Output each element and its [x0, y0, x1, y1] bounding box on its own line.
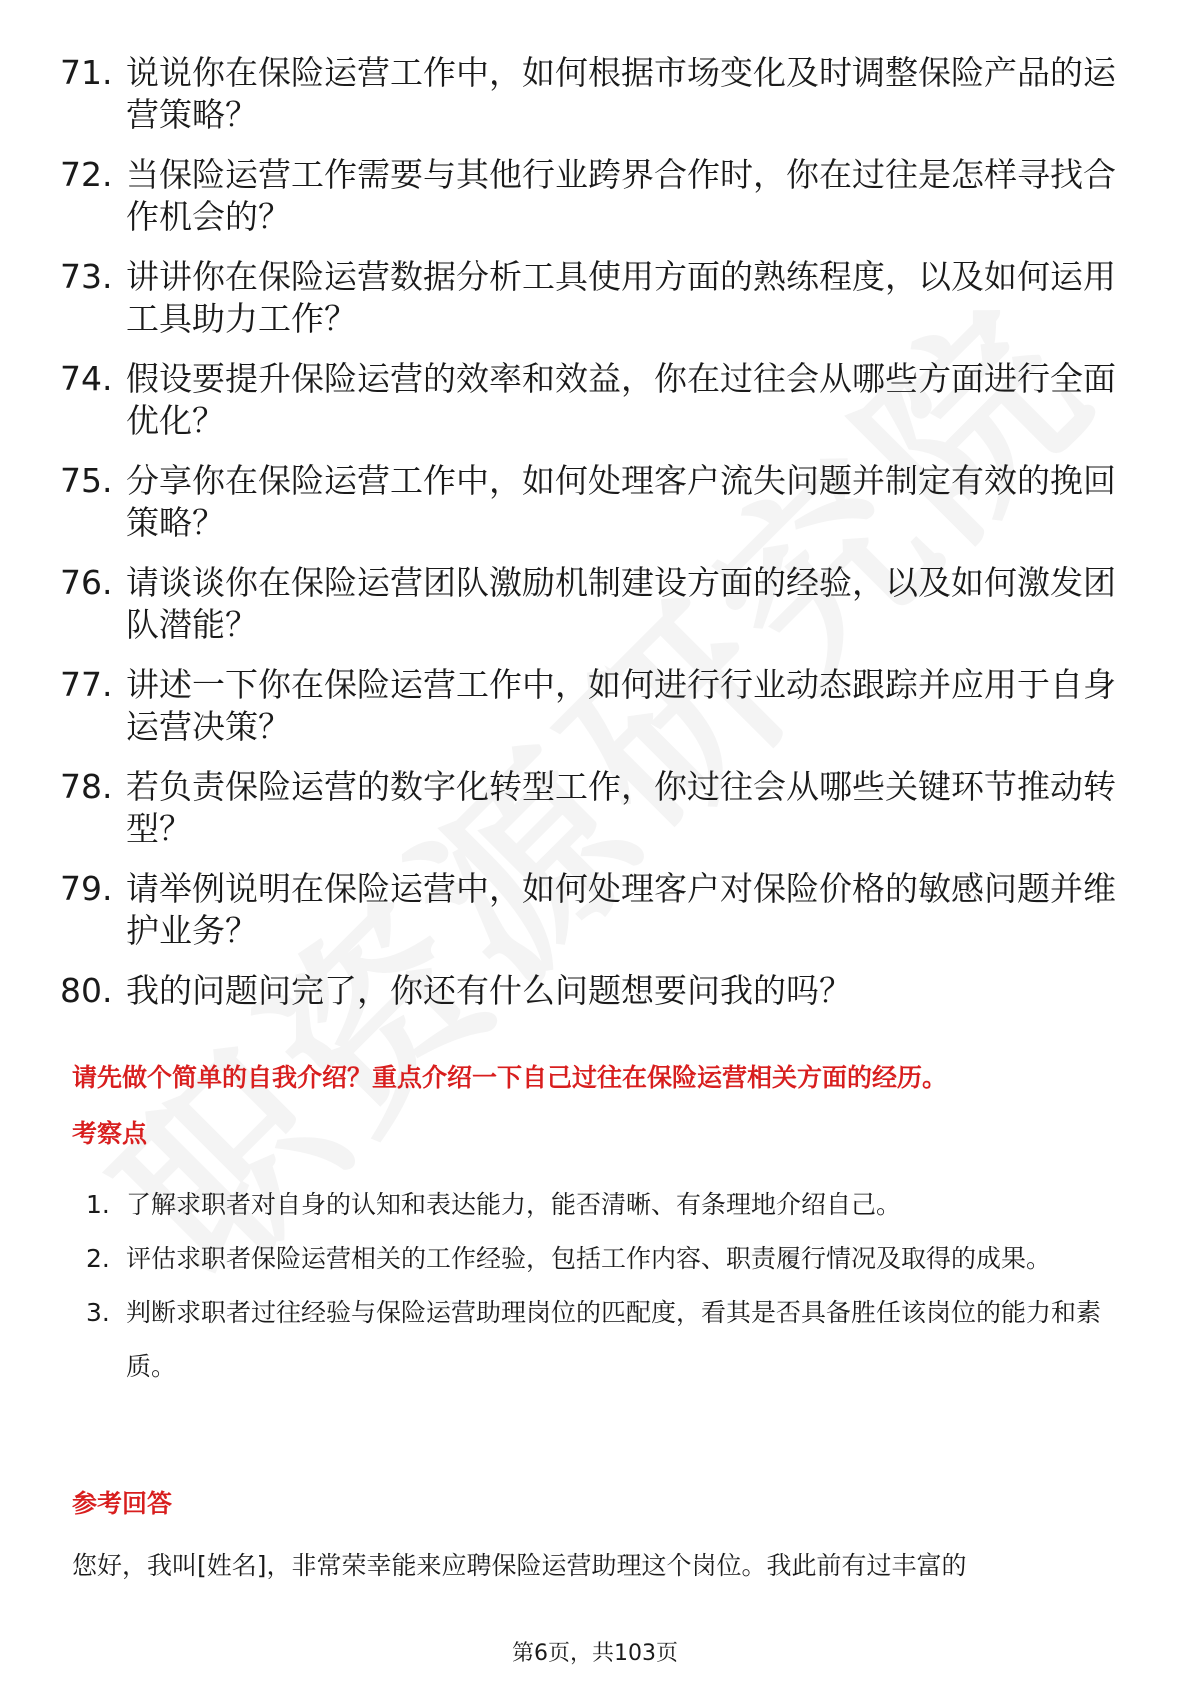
question-list — [60, 52, 1120, 1030]
reference-answer-text: 您好，我叫[姓名]，非常荣幸能来应聘保险运营助理这个岗位。我此前有过丰富的 — [72, 1551, 967, 1580]
assessment-point — [86, 1286, 1126, 1394]
assessment-point — [86, 1178, 1126, 1232]
question-item — [60, 154, 1120, 238]
point-text: 了解求职者对自身的认知和表达能力，能否清晰、有条理地介绍自己。 — [126, 1190, 902, 1219]
question-text: 我的问题问完了，你还有什么问题想要问我的吗？ — [126, 971, 852, 1010]
point-number: 2. — [86, 1244, 110, 1273]
question-number: 73. — [60, 257, 113, 296]
question-item — [60, 460, 1120, 544]
point-text: 判断求职者过往经验与保险运营助理岗位的匹配度，看其是否具备胜任该岗位的能力和素质。 — [126, 1298, 1102, 1381]
intro-question-heading: 请先做个简单的自我介绍？重点介绍一下自己过往在保险运营相关方面的经历。 — [72, 1063, 948, 1092]
question-text: 说说你在保险运营工作中，如何根据市场变化及时调整保险产品的运营策略？ — [126, 53, 1116, 134]
question-text: 讲讲你在保险运营数据分析工具使用方面的熟练程度，以及如何运用工具助力工作？ — [126, 257, 1116, 338]
question-text: 若负责保险运营的数字化转型工作，你过往会从哪些关键环节推动转型？ — [126, 767, 1116, 848]
question-text: 当保险运营工作需要与其他行业跨界合作时，你在过往是怎样寻找合作机会的？ — [126, 155, 1116, 236]
question-item — [60, 970, 1120, 1012]
question-number: 79. — [60, 869, 113, 908]
question-item — [60, 256, 1120, 340]
page-footer: 第6页，共103页 — [512, 1641, 678, 1666]
question-item — [60, 868, 1120, 952]
question-text: 请谈谈你在保险运营团队激励机制建设方面的经验，以及如何激发团队潜能？ — [126, 563, 1116, 644]
question-text: 假设要提升保险运营的效率和效益，你在过往会从哪些方面进行全面优化？ — [126, 359, 1116, 440]
question-number: 77. — [60, 665, 113, 704]
assessment-point — [86, 1232, 1126, 1286]
point-number: 3. — [86, 1298, 110, 1327]
question-number: 71. — [60, 53, 113, 92]
question-number: 76. — [60, 563, 113, 602]
question-item — [60, 358, 1120, 442]
question-number: 72. — [60, 155, 113, 194]
question-text: 讲述一下你在保险运营工作中，如何进行行业动态跟踪并应用于自身运营决策？ — [126, 665, 1116, 746]
question-item — [60, 664, 1120, 748]
question-item — [60, 766, 1120, 850]
point-number: 1. — [86, 1190, 110, 1219]
assessment-point-list — [86, 1178, 1126, 1394]
assessment-title: 考察点 — [72, 1119, 148, 1148]
question-number: 75. — [60, 461, 113, 500]
question-item — [60, 562, 1120, 646]
question-number: 80. — [60, 971, 113, 1010]
reference-answer-title: 参考回答 — [72, 1489, 173, 1518]
question-number: 74. — [60, 359, 113, 398]
question-text: 请举例说明在保险运营中，如何处理客户对保险价格的敏感问题并维护业务？ — [126, 869, 1116, 950]
question-number: 78. — [60, 767, 113, 806]
point-text: 评估求职者保险运营相关的工作经验，包括工作内容、职责履行情况及取得的成果。 — [126, 1244, 1052, 1273]
question-text: 分享你在保险运营工作中，如何处理客户流失问题并制定有效的挽回策略？ — [126, 461, 1116, 542]
question-item — [60, 52, 1120, 136]
